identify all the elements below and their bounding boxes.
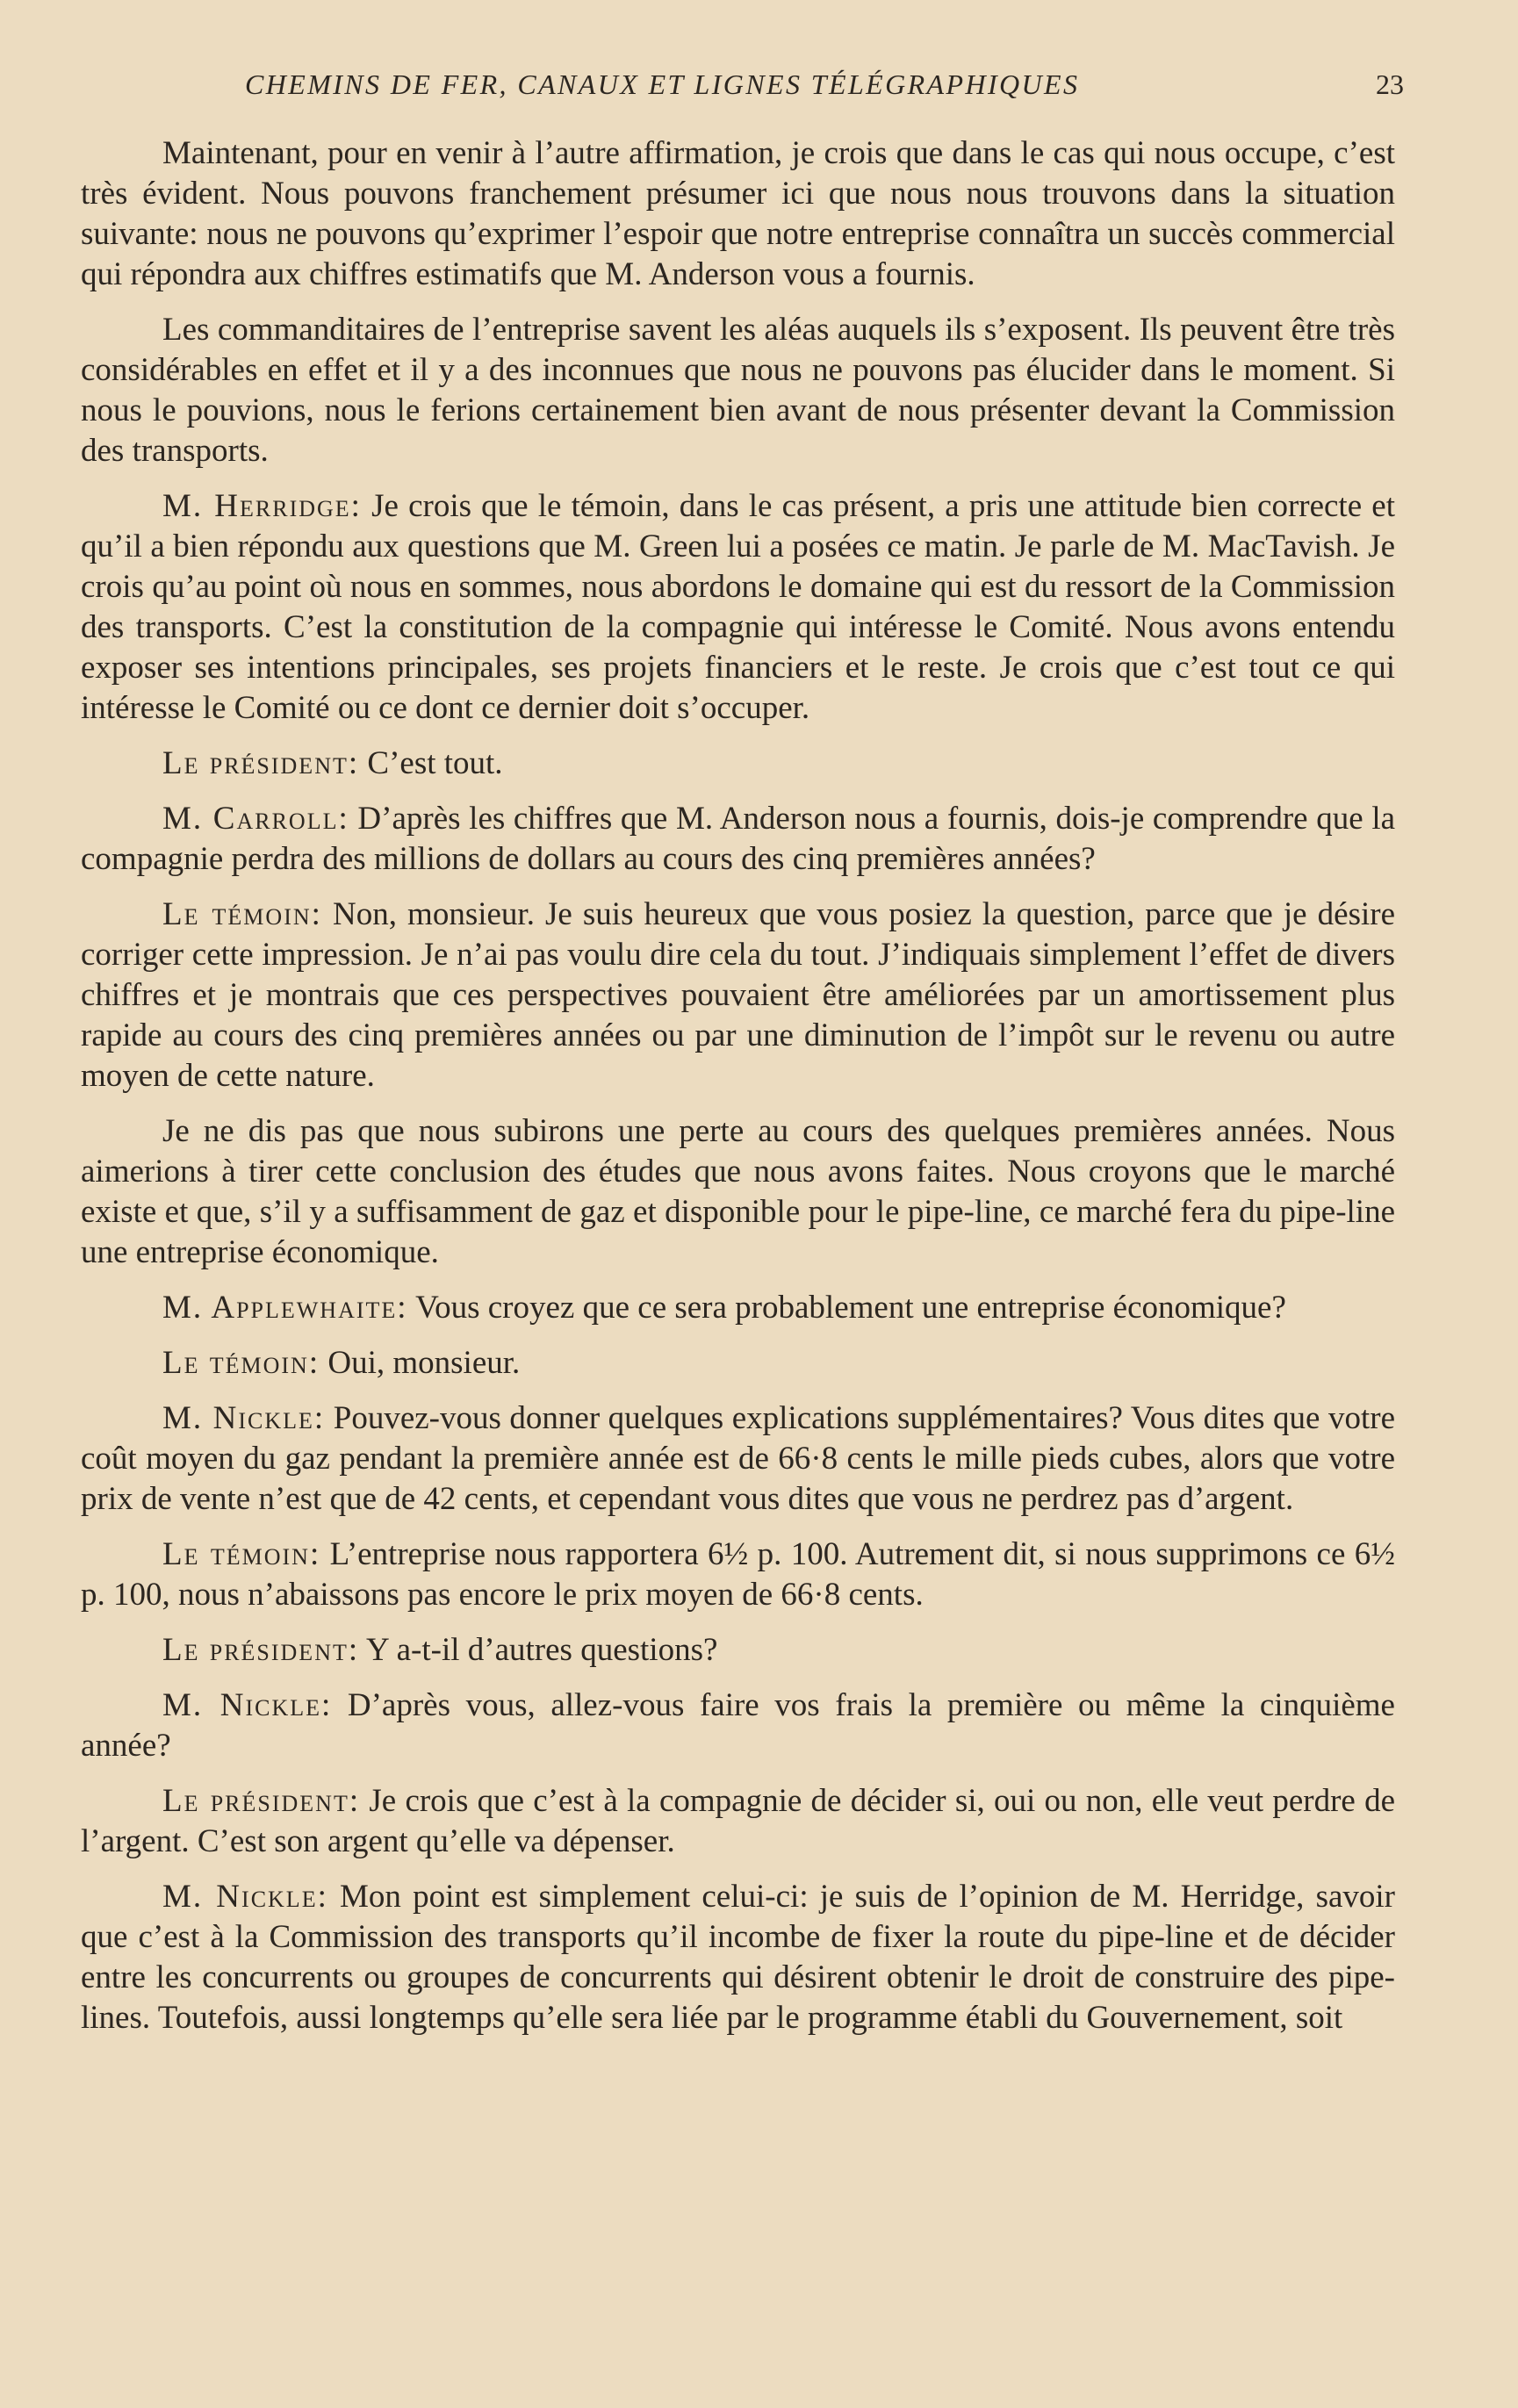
running-head — [81, 68, 1404, 112]
paragraph-text: Vous croyez que ce sera probablement une entreprise économique? — [415, 1290, 1286, 1326]
speaker-label: Le président: — [162, 745, 360, 781]
body-text — [81, 133, 1395, 2053]
paragraph-6 — [81, 895, 1395, 1096]
speaker-label: Le témoin: — [162, 896, 322, 932]
speaker-label: M. Carroll: — [162, 801, 349, 837]
paragraph-14 — [81, 1781, 1395, 1862]
speaker-label: M. Nickle: — [162, 1879, 328, 1915]
paragraph-text: Mon point est simplement celui-ci: je suis de l’opinion de M. Herridge, savoir que c’est à la Commission des transports qu’il incombe de fixer la route du pipe-line et de décider entre les concurrents ou groupes de concurrents qui désirent obtenir le droit de construire des pipe-lines. Toutefois, aussi longtemps qu’elle sera liée par le programme établi du Gouvernement, soit — [81, 1879, 1395, 2036]
paragraph-5 — [81, 799, 1395, 880]
paragraph-10 — [81, 1398, 1395, 1520]
speaker-label: Le témoin: — [162, 1345, 320, 1381]
paragraph-2 — [81, 310, 1395, 471]
speaker-label: Le président: — [162, 1632, 360, 1668]
paragraph-text: D’après les chiffres que M. Anderson nous a fournis, dois-je comprendre que la compagnie perdra des millions de dollars au cours des cinq premières années? — [81, 801, 1396, 877]
running-title: CHEMINS DE FER, CANAUX ET LIGNES TÉLÉGRAPHIQUES — [245, 68, 1080, 100]
paragraph-15 — [81, 1877, 1395, 2038]
paragraph-text: Je crois que le témoin, dans le cas présent, a pris une attitude bien correcte et qu’il a bien répondu aux questions que M. Green lui a posées ce matin. Je parle de M. MacTavish. Je crois qu’au point où nous en sommes, nous abordons le domaine qui est du ressort de la Commission des transports. C’est la constitution de la compagnie qui intéresse le Comité. Nous avons entendu exposer ses intentions principales, ses projets financiers et le reste. Je crois que c’est tout ce qui intéresse le Comité ou ce dont ce dernier doit s’occuper. — [81, 488, 1395, 726]
paragraph-12 — [81, 1630, 1395, 1671]
paragraph-9 — [81, 1343, 1395, 1384]
speaker-label: M. Applewhaite: — [162, 1290, 408, 1326]
paragraph-text: L’entreprise nous rapportera 6½ p. 100. Autrement dit, si nous supprimons ce 6½ p. 100, nous n’abaissons pas encore le prix moyen de 66·8 cents. — [81, 1536, 1395, 1613]
paragraph-1 — [81, 133, 1395, 295]
paragraph-text: Les commanditaires de l’entreprise savent les aléas auquels ils s’exposent. Ils peuvent être très considérables en effet et il y a des inconnues que nous ne pouvons pas élucider dans le moment. Si nous le pouvions, nous le ferions certainement bien avant de nous présenter devant la Commission des transports. — [81, 312, 1395, 469]
paragraph-4 — [81, 744, 1395, 784]
paragraph-text: C’est tout. — [367, 745, 503, 781]
paragraph-13 — [81, 1686, 1395, 1766]
paragraph-11 — [81, 1535, 1395, 1615]
speaker-label: Le témoin: — [162, 1536, 321, 1572]
paragraph-text: Pouvez-vous donner quelques explications supplémentaires? Vous dites que votre coût moyen du gaz pendant la première année est de 66·8 cents le mille pieds cubes, alors que votre prix de vente n’est que de 42 cents, et cependant vous dites que vous ne perdrez pas d’argent. — [81, 1400, 1395, 1517]
page-number: 23 — [1376, 68, 1404, 100]
paragraph-text: Je crois que c’est à la compagnie de décider si, oui ou non, elle veut perdre de l’argent. C’est son argent qu’elle va dépenser. — [81, 1783, 1395, 1859]
speaker-label: M. Herridge: — [162, 488, 362, 524]
paragraph-text: Non, monsieur. Je suis heureux que vous posiez la question, parce que je désire corriger cette impression. Je n’ai pas voulu dire cela du tout. J’indiquais simplement l’effet de divers chiffres et je montrais que ces perspectives pouvaient être améliorées par un amortissement plus rapide au cours des cinq premières années ou par une diminution de l’impôt sur le revenu ou autre moyen de cette nature. — [81, 896, 1396, 1094]
paragraph-7 — [81, 1111, 1395, 1273]
paragraph-text: D’après vous, allez-vous faire vos frais la première ou même la cinquième année? — [81, 1687, 1395, 1764]
speaker-label: M. Nickle: — [162, 1400, 326, 1436]
paragraph-text: Oui, monsieur. — [327, 1345, 521, 1381]
speaker-label: M. Nickle: — [162, 1687, 333, 1723]
speaker-label: Le président: — [162, 1783, 361, 1819]
paragraph-text: Je ne dis pas que nous subirons une perte au cours des quelques premières années. Nous aimerions à tirer cette conclusion des études que nous avons faites. Nous croyons que le marché existe et que, s’il y a suffisamment de gaz et disponible pour le pipe-line, ce marché fera du pipe-line une entreprise économique. — [81, 1113, 1395, 1270]
paragraph-3 — [81, 486, 1395, 729]
paragraph-text: Y a-t-il d’autres questions? — [366, 1632, 718, 1668]
paragraph-8 — [81, 1288, 1395, 1328]
paragraph-text: Maintenant, pour en venir à l’autre affirmation, je crois que dans le cas qui nous occupe, c’est très évident. Nous pouvons franchement présumer ici que nous nous trouvons dans la situation suivante: nous ne pouvons qu’exprimer l’espoir que notre entreprise connaîtra un succès commercial qui répondra aux chiffres estimatifs que M. Anderson vous a fournis. — [81, 135, 1395, 292]
